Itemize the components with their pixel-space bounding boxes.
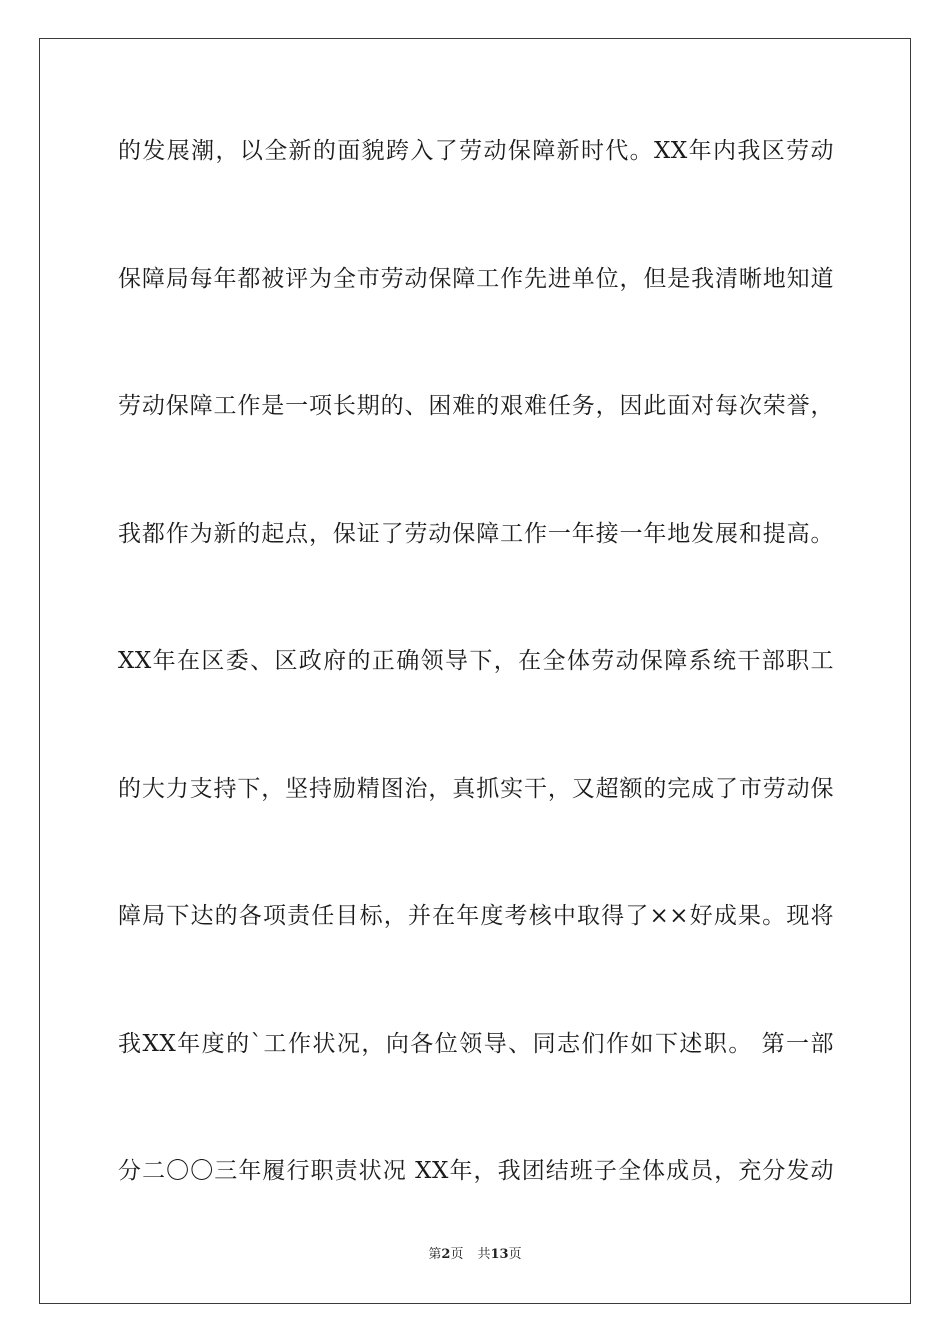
current-page-number: 2	[441, 1247, 451, 1262]
body-line-1: 的发展潮，以全新的面貌跨入了劳动保障新时代。XX年内我区劳动	[118, 138, 834, 164]
body-line-2: 保障局每年都被评为全市劳动保障工作先进单位，但是我清晰地知道	[118, 265, 834, 292]
page-footer	[0, 1245, 950, 1265]
total-label-suffix: 页	[508, 1247, 522, 1262]
body-line-8: 我XX年度的`工作状况，向各位领导、同志们作如下述职。 第一部	[118, 1030, 834, 1057]
body-line-6: 的大力支持下，坚持励精图治，真抓实干，又超额的完成了市劳动保	[118, 775, 834, 802]
page-label-prefix: 第	[428, 1247, 442, 1262]
document-body	[118, 130, 834, 1278]
body-line-4: 我都作为新的起点，保证了劳动保障工作一年接一年地发展和提高。	[118, 520, 834, 547]
body-line-3: 劳动保障工作是一项长期的、困难的艰难任务，因此面对每次荣誉，	[118, 393, 834, 419]
body-line-7: 障局下达的各项责任目标，并在年度考核中取得了××好成果。现将	[118, 903, 834, 929]
total-pages-number: 13	[490, 1247, 509, 1262]
body-line-5: XX年在区委、区政府的正确领导下，在全体劳动保障系统干部职工	[118, 648, 834, 674]
body-line-9: 分二〇〇三年履行职责状况 XX年，我团结班子全体成员，充分发动	[118, 1158, 834, 1184]
total-label-prefix: 共	[477, 1247, 491, 1262]
page-label-suffix: 页	[450, 1247, 464, 1262]
